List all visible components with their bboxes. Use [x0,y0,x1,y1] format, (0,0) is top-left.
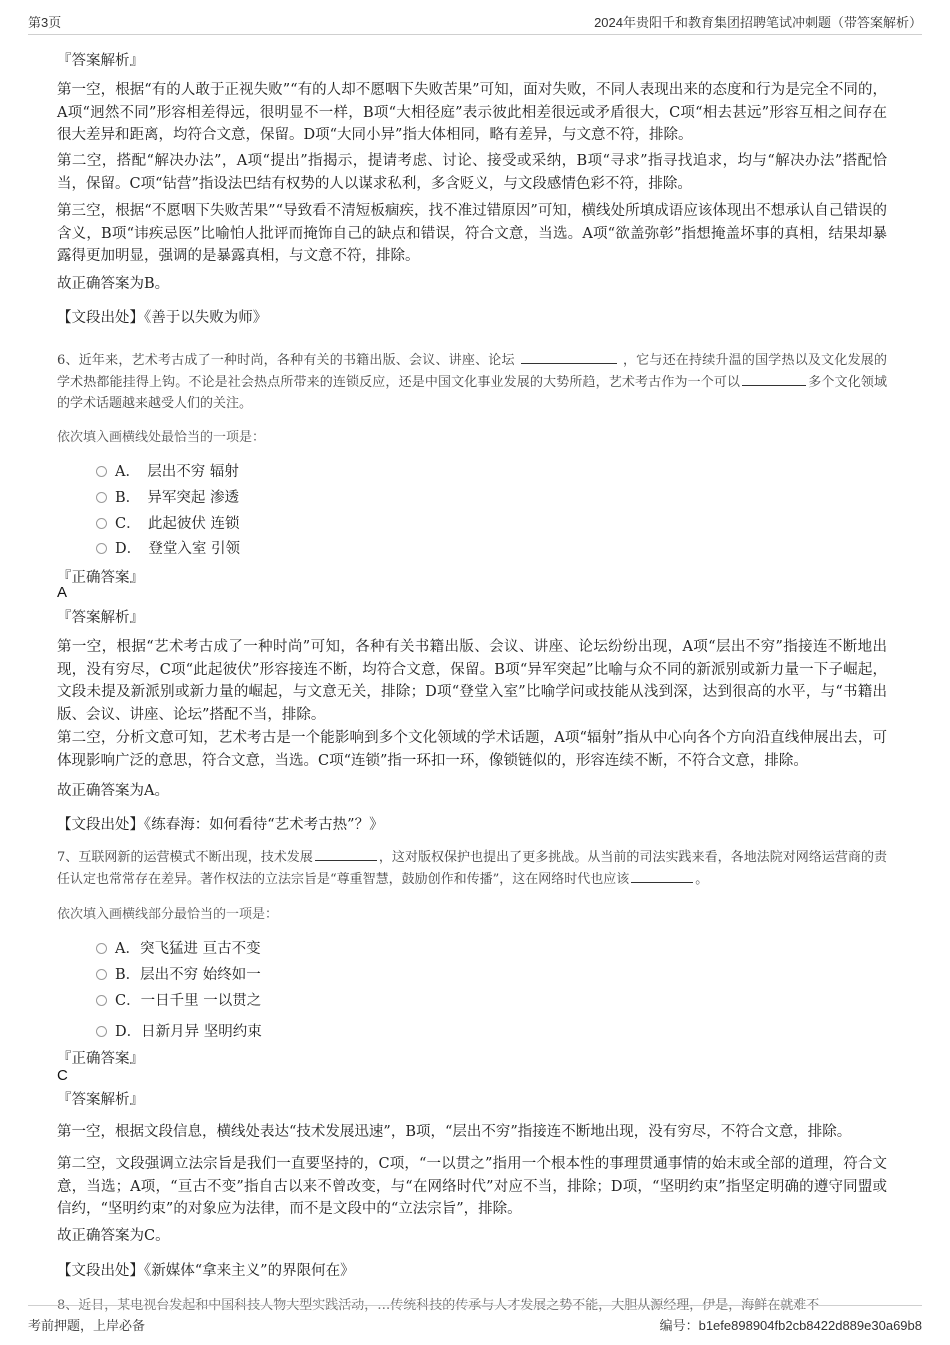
analysis-paragraph: 第一空，根据文段信息，横线处表达“技术发展迅速”，B项，“层出不穷”指接连不断地出现，没有穷尽，不符合文意，排除。 [57,1124,852,1140]
conclusion: 故正确答案为C。 [57,1228,170,1244]
correct-answer-label: 『正确答案』 [57,570,144,586]
question-prompt: 依次填入画横线处最恰当的一项是： [57,430,266,445]
analysis-paragraph: 第三空，根据“不愿咽下失败苦果”“导致看不清短板痼疾，找不准过错原因”可知，横线处所填成语应该体现出不想承认自己错误的含义，B项“讳疾忌医”比喻怕人批评而掩饰自己的缺点和错误，符合文意，当选。A项“欲盖弥彰”指想掩盖坏事的真相，结果却暴露得更加明显，强调的是暴露真相，与文意不符，排除。 [57,203,887,264]
question-stem: 7、互联网新的运营模式不断出现，技术发展 ，这对版权保护也提出了更多挑战。从当前的司法实践来看，各地法院对网络运营商的责任认定也常常存在差异。著作权法的立法宗旨是“尊重智慧，鼓励创作和传播”，这在网络时代也应该 。 [57,847,887,890]
radio-button-icon[interactable] [96,466,107,477]
option-a[interactable]: A．突飞猛进 亘古不变 [96,937,261,958]
analysis-paragraph: 第二空，分析文意可知，艺术考古是一个能影响到多个文化领域的学术话题，A项“辐射”指从中心向各个方向沿直线伸展出去，可体现影响广泛的意思，符合文意，当选。C项“连锁”指一环扣一环，像锁链似的，形容连续不断，不符合文意，排除。 [57,730,887,769]
document-code: 编号：b1efe898904fb2cb8422d889e30a69b8 [659,1318,922,1333]
page-header [28,10,922,35]
conclusion: 故正确答案为A。 [57,783,169,799]
page-footer [28,1305,922,1340]
radio-button-icon[interactable] [96,1026,107,1037]
answer-blank [742,372,806,386]
correct-answer: C [57,1067,68,1084]
conclusion: 故正确答案为B。 [57,276,170,292]
radio-button-icon[interactable] [96,543,107,554]
answer-blank [521,350,617,364]
analysis-paragraph: 第二空，搭配“解决办法”，A项“提出”指揭示，提请考虑、讨论、接受或采纳，B项“寻求”指寻找追求，均与“解决办法”搭配恰当，保留。C项“钻营”指设法巴结有权势的人以谋求私利，多含贬义，与文段感情色彩不符，排除。 [57,153,887,192]
analysis-paragraph: 第一空，根据“艺术考古成了一种时尚”可知，各种有关书籍出版、会议、讲座、论坛纷纷出现，A项“层出不穷”指接连不断地出现，没有穷尽，C项“此起彼伏”形容接连不断，均符合文意，保留。B项“异军突起”比喻与众不同的新派别或新力量一下子崛起，文段未提及新派别或新力量的崛起，与文意无关，排除；D项“登堂入室”比喻学问或技能从浅到深，达到很高的水平，与“书籍出版、会议、讲座、论坛”搭配不当，排除。 [57,639,887,723]
correct-answer-label: 『正确答案』 [57,1051,144,1067]
option-b[interactable]: B．层出不穷 始终如一 [96,963,261,984]
option-b[interactable]: B． 异军突起 渗透 [96,486,239,507]
page-number: 第3页 [28,15,62,30]
option-c[interactable]: C．一日千里 一以贯之 [96,989,261,1010]
option-c[interactable]: C． 此起彼伏 连锁 [96,512,239,533]
option-a[interactable]: A． 层出不穷 辐射 [96,460,239,481]
correct-answer: A [57,584,68,601]
radio-button-icon[interactable] [96,995,107,1006]
radio-button-icon[interactable] [96,943,107,954]
analysis-paragraph: 第二空，文段强调立法宗旨是我们一直要坚持的，C项，“一以贯之”指用一个根本性的事理贯通事情的始末或全部的道理，符合文意，当选；A项，“亘古不变”指自古以来不曾改变，与“在网络时代”对应不当，排除；D项，“坚明约束”指坚定明确的遵守同盟或信约，“坚明约束”的对象应为法律，而不是文段中的“立法宗旨”，排除。 [57,1156,887,1217]
source-citation: 【文段出处】《善于以失败为师》 [57,310,268,326]
source-citation: 【文段出处】《练春海：如何看待“艺术考古热”？》 [57,817,384,833]
analysis-label: 『答案解析』 [57,53,144,69]
truncated-next-question: 8、近日，某电视台发起和中国科技人物大型实践活动，…传统科技的传承与人才发展之势不能，大胆从源经理，伊是，海鲜在就难不 [57,1298,820,1313]
radio-button-icon[interactable] [96,969,107,980]
analysis-paragraph: 第一空，根据“有的人敢于正视失败”“有的人却不愿咽下失败苦果”可知，面对失败，不同人表现出来的态度和行为是完全不同的，A项“迥然不同”形容相差得远，很明显不一样，B项“大相径庭”表示彼此相差很远或矛盾很大，C项“相去甚远”形容互相之间存在很大差异和距离，均符合文意，保留。D项“大同小异”指大体相同，略有差异，与文意不符，排除。 [57,82,887,143]
answer-blank [631,869,693,883]
question-prompt: 依次填入画横线部分最恰当的一项是： [57,907,279,922]
source-citation: 【文段出处】《新媒体“拿来主义”的界限何在》 [57,1263,355,1279]
analysis-label: 『答案解析』 [57,610,144,626]
answer-blank [315,847,377,861]
radio-button-icon[interactable] [96,518,107,529]
option-d[interactable]: D． 登堂入室 引领 [96,537,240,558]
document-title: 2024年贵阳千和教育集团招聘笔试冲刺题（带答案解析） [594,15,922,30]
option-d[interactable]: D．日新月异 坚明约束 [96,1020,262,1041]
footer-slogan: 考前押题，上岸必备 [28,1318,146,1333]
analysis-label: 『答案解析』 [57,1092,144,1108]
radio-button-icon[interactable] [96,492,107,503]
question-stem: 6、近年来，艺术考古成了一种时尚，各种有关的书籍出版、会议、讲座、论坛 ，它与还在持续升温的国学热以及文化发展的学术热都能挂得上钩。不论是社会热点所带来的连锁反应，还是中国文化事业发展的大势所趋，艺术考古作为一个可以 多个文化领域的学术话题越来越受人们的关注。 [57,350,887,415]
